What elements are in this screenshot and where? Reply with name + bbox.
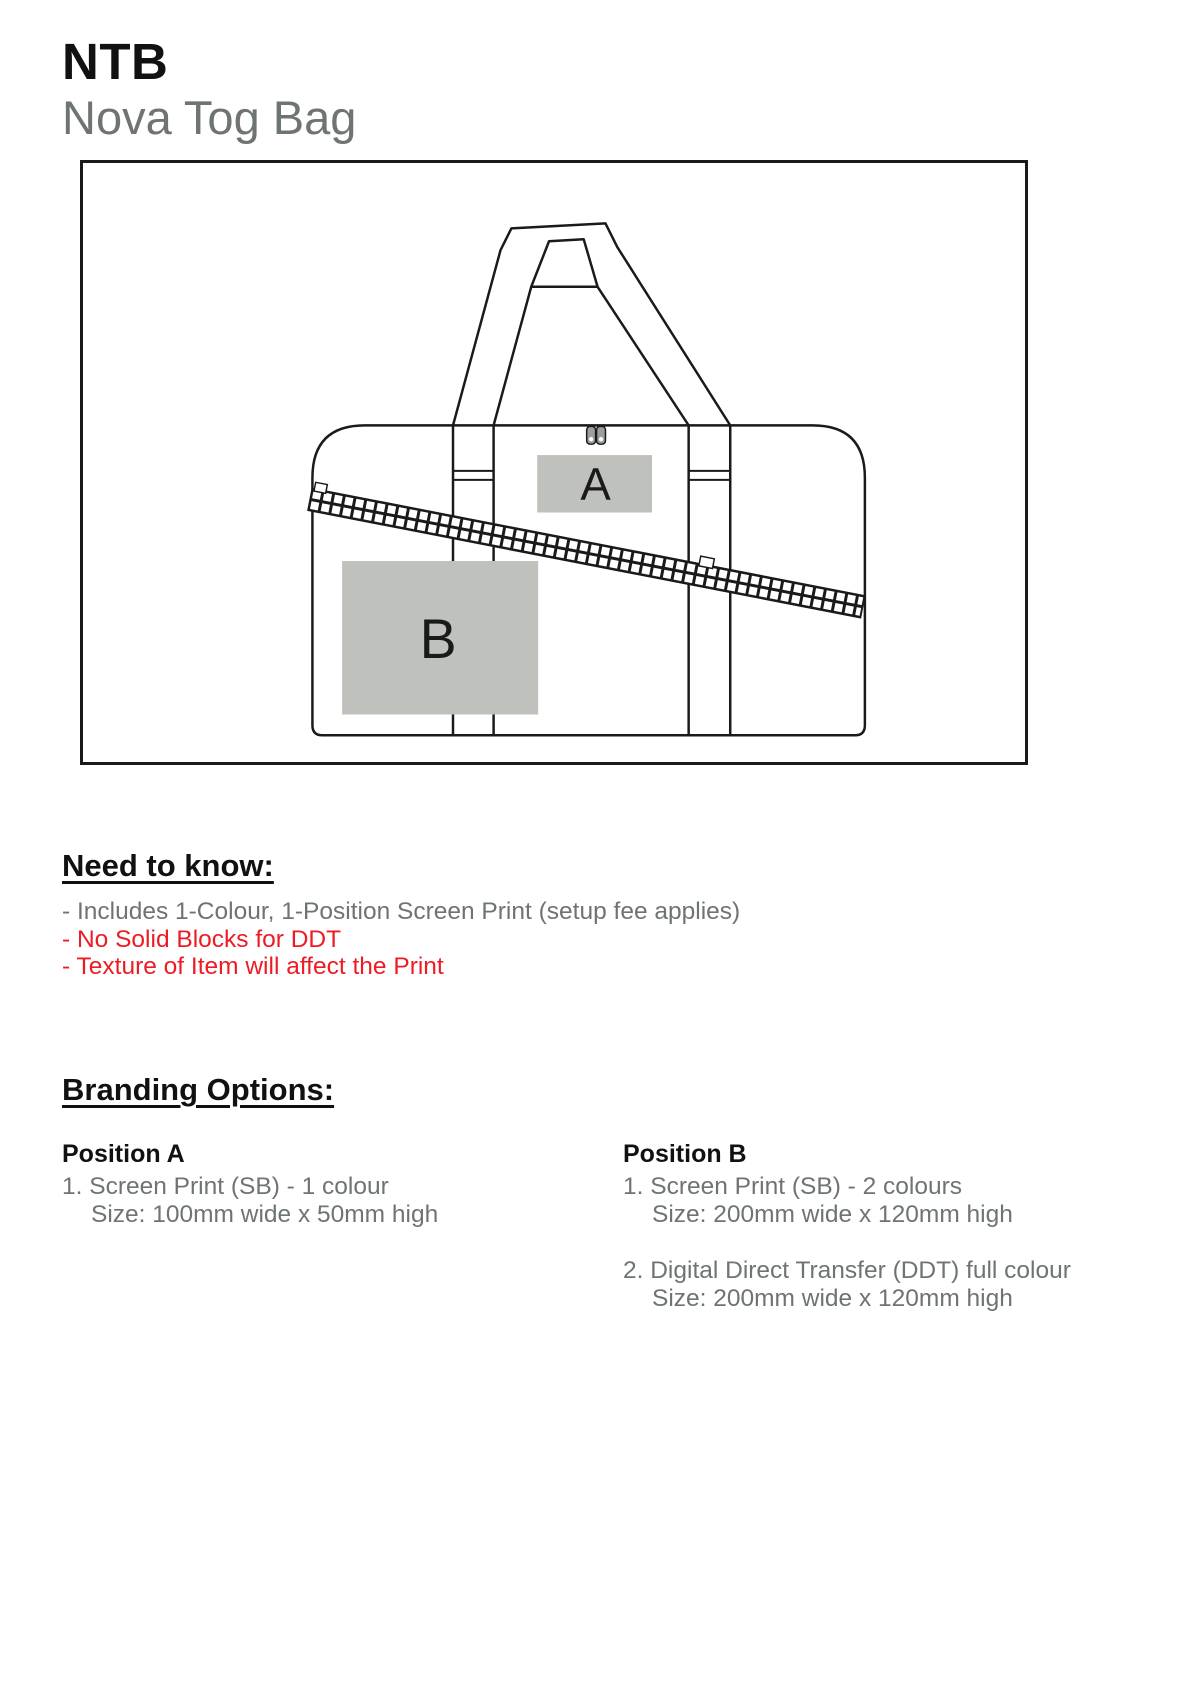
need-to-know-heading: Need to know:: [62, 848, 274, 883]
need-to-know-item: - Includes 1-Colour, 1-Position Screen Print (setup fee applies): [62, 898, 741, 925]
branding-column-position-b: [623, 1140, 1163, 1341]
option-size: Size: 200mm wide x 120mm high: [652, 1285, 1013, 1312]
product-code: NTB: [62, 33, 169, 90]
branding-option: [62, 1173, 602, 1229]
branding-option: [623, 1173, 1163, 1229]
option-size: Size: 100mm wide x 50mm high: [91, 1201, 439, 1228]
zipper-slider: [699, 556, 714, 568]
option-size: Size: 200mm wide x 120mm high: [652, 1201, 1013, 1228]
need-to-know-item: - No Solid Blocks for DDT: [62, 925, 342, 953]
product-diagram-frame: [80, 160, 1028, 765]
position-a-title: Position A: [62, 1140, 185, 1168]
need-to-know-section: [62, 848, 962, 981]
zipper-pull-icon: [587, 426, 606, 444]
option-description: 1. Screen Print (SB) - 2 colours: [623, 1173, 963, 1200]
handle-grip-wrap: [531, 239, 597, 287]
need-to-know-item: - Texture of Item will affect the Print: [62, 953, 444, 980]
option-description: 2. Digital Direct Transfer (DDT) full colour: [623, 1257, 1071, 1284]
position-b-letter: B: [419, 608, 457, 671]
position-a-letter: A: [580, 458, 611, 510]
tog-bag-diagram: [83, 163, 1025, 762]
branding-options-heading: Branding Options:: [62, 1072, 335, 1107]
branding-option: [623, 1257, 1163, 1313]
bag-handles: [453, 223, 730, 425]
option-description: 1. Screen Print (SB) - 1 colour: [62, 1173, 389, 1200]
page-header: [62, 33, 357, 145]
branding-column-position-a: [62, 1140, 602, 1257]
product-name: Nova Tog Bag: [62, 91, 357, 145]
position-b-title: Position B: [623, 1140, 747, 1168]
